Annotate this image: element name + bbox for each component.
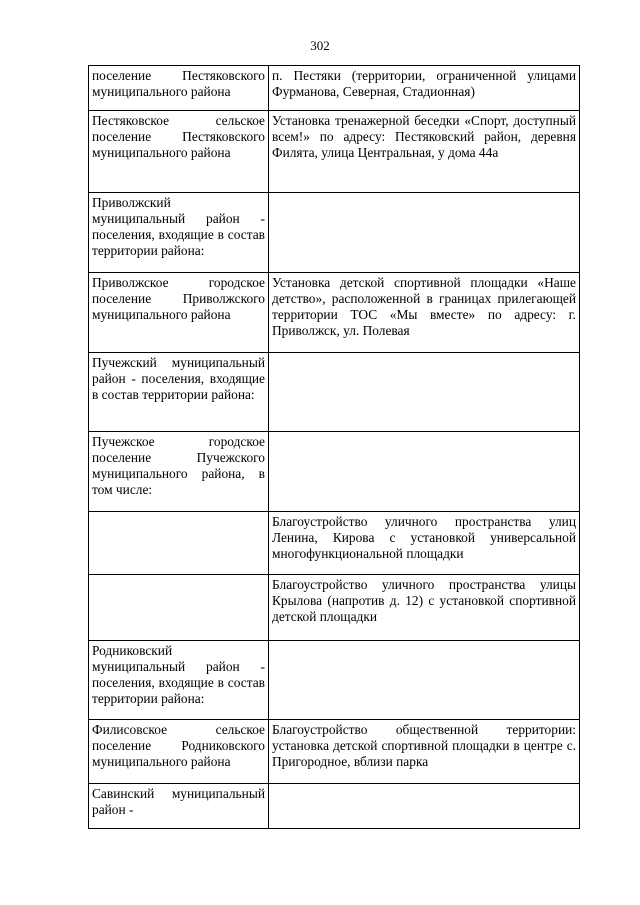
project-cell bbox=[269, 784, 580, 829]
municipality-cell: Пестяковское сельское поселение Пестяковского муниципального района bbox=[89, 111, 269, 193]
project-cell: п. Пестяки (территории, ограниченной улицами Фурманова, Северная, Стадионная) bbox=[269, 66, 580, 111]
project-cell bbox=[269, 641, 580, 720]
table-row bbox=[89, 353, 580, 432]
municipality-cell bbox=[89, 512, 269, 575]
table-row bbox=[89, 720, 580, 784]
municipality-cell: Приволжский муниципальный район - поселения, входящие в состав территории района: bbox=[89, 193, 269, 273]
table-row bbox=[89, 273, 580, 353]
municipality-cell: Родниковский муниципальный район - поселения, входящие в состав территории района: bbox=[89, 641, 269, 720]
table-row bbox=[89, 66, 580, 111]
municipality-cell: Пучежский муниципальный район - поселения, входящие в состав территории района: bbox=[89, 353, 269, 432]
page-number: 302 bbox=[310, 38, 330, 53]
table-row bbox=[89, 193, 580, 273]
projects-table bbox=[88, 65, 580, 829]
table-row bbox=[89, 641, 580, 720]
project-cell: Благоустройство общественной территории: установка детской спортивной площадки в центре с. Пригородное, вблизи парка bbox=[269, 720, 580, 784]
project-cell bbox=[269, 193, 580, 273]
project-cell bbox=[269, 432, 580, 512]
municipality-cell: поселение Пестяковского муниципального района bbox=[89, 66, 269, 111]
municipality-cell: Приволжское городское поселение Приволжского муниципального района bbox=[89, 273, 269, 353]
project-cell: Установка тренажерной беседки «Спорт, доступный всем!» по адресу: Пестяковский район, деревня Филята, улица Центральная, у дома 44а bbox=[269, 111, 580, 193]
table-row bbox=[89, 512, 580, 575]
municipality-cell bbox=[89, 575, 269, 641]
project-cell: Установка детской спортивной площадки «Наше детство», расположенной в границах прилегающей территории ТОС «Мы вместе» по адресу: г. Приволжск, ул. Полевая bbox=[269, 273, 580, 353]
project-cell: Благоустройство уличного пространства улицы Крылова (напротив д. 12) с установкой спортивной детской площадки bbox=[269, 575, 580, 641]
municipality-cell: Савинский муниципальный район - bbox=[89, 784, 269, 829]
municipality-cell: Пучежское городское поселение Пучежского муниципального района, в том числе: bbox=[89, 432, 269, 512]
table-row bbox=[89, 575, 580, 641]
table-row bbox=[89, 784, 580, 829]
table-row bbox=[89, 432, 580, 512]
table-row bbox=[89, 111, 580, 193]
municipality-cell: Филисовское сельское поселение Родниковского муниципального района bbox=[89, 720, 269, 784]
project-cell bbox=[269, 353, 580, 432]
project-cell: Благоустройство уличного пространства улиц Ленина, Кирова с установкой универсальной многофункциональной площадки bbox=[269, 512, 580, 575]
